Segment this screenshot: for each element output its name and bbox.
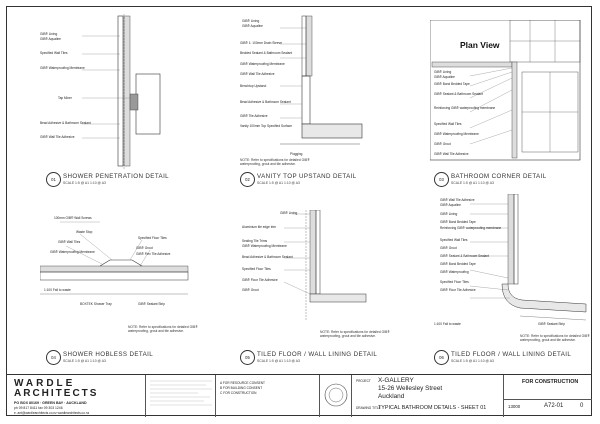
detail-03-label: Specified Wall Tiles xyxy=(434,122,462,126)
detail-04-label: Specified Floor Tiles xyxy=(138,236,167,240)
detail-05-label: Bead Adhesive & Bathroom Sealant xyxy=(242,255,293,259)
detail-05-title: TILED FLOOR / WALL LINING DETAIL xyxy=(257,351,378,358)
detail-01-label: Specified Wall Tiles xyxy=(40,51,68,55)
detail-04-label: GIB® Grout xyxy=(136,246,153,250)
detail-06-label: GIB® Grout xyxy=(440,246,457,250)
detail-05-scale: SCALE 1:5 @ A1 1:10 @ A3 xyxy=(257,359,300,363)
detail-04-drawing xyxy=(40,210,190,320)
detail-04-note: NOTE: Refer to specifications for detailed GIB® waterproofing, grout and tile adhesive. xyxy=(128,325,198,334)
detail-03-label: GIB® Grout xyxy=(434,142,451,146)
drawing-title-label: DRAWING TITLE xyxy=(356,406,381,410)
notes-lines xyxy=(146,375,216,417)
detail-03-label: GIB® Lining xyxy=(434,70,452,74)
detail-01-label: Tap Mixer xyxy=(58,96,72,100)
detail-04-label: GIB® Flex Tile Adhesive xyxy=(136,252,171,256)
detail-06-label: Specified Floor Tiles xyxy=(440,280,469,284)
detail-02-label: Benchtop Upstand xyxy=(240,84,267,88)
firm-name-line2: ARCHITECTS xyxy=(14,388,99,399)
detail-06-label: GIB® Floor Tile Adhesive xyxy=(440,288,476,292)
revisions-cell xyxy=(216,375,320,417)
sheet-info-cell xyxy=(504,375,592,417)
detail-04-label: GIB® Wall Tiles xyxy=(58,240,81,244)
detail-01-label: GIB® Aqualine xyxy=(40,37,61,41)
revision-row: C FOR CONSTRUCTION xyxy=(220,391,257,395)
detail-02-plugging-label: Plugging xyxy=(290,152,303,156)
detail-04-label: 1:100 Fall to waste xyxy=(44,288,71,292)
detail-03-label: Reinforcing GIB® waterproofing membrane xyxy=(434,106,496,110)
detail-05-label: Sealing Tile Trims xyxy=(242,239,268,243)
revision-number: 0 xyxy=(580,403,584,409)
detail-02-label: GIB® Lining xyxy=(242,19,260,23)
detail-05-note: NOTE: Refer to specifications for detailed GIB® waterproofing, grout and tile adhesive. xyxy=(320,330,390,339)
detail-02-number: 02 xyxy=(240,172,255,187)
detail-03-number: 03 xyxy=(434,172,449,187)
detail-01-title: SHOWER PENETRATION DETAIL xyxy=(63,173,170,180)
detail-01-label: GIB® Lining xyxy=(40,32,58,36)
detail-06-label: GIB® Bond Bedded Tape xyxy=(440,262,476,266)
detail-06-label: GIB® Lining xyxy=(440,212,458,216)
detail-02-label: Vanity 100mm Top Specified Surface xyxy=(240,124,292,128)
detail-02-title: VANITY TOP UPSTAND DETAIL xyxy=(257,173,357,180)
detail-01-scale: SCALE 1:5 @ A1 1:10 @ A3 xyxy=(63,181,106,185)
detail-03-label: GIB® Bond Bedded Tape xyxy=(434,82,470,86)
plan-view-heading: Plan View xyxy=(460,40,500,50)
detail-05-label: GIB® Lining xyxy=(280,211,298,215)
detail-04-label: GIB® Sealant Strip xyxy=(138,302,165,306)
job-number: 13000 xyxy=(508,404,521,409)
detail-02-label: Bedded Sealant & Bathroom Sealant xyxy=(240,51,293,55)
detail-06-number: 06 xyxy=(434,350,449,365)
detail-04-scale: SCALE 1:5 @ A1 1:10 @ A3 xyxy=(63,359,106,363)
firm-address: PO BOX 80169 · GREEN BAY · AUCKLAND xyxy=(14,401,87,405)
logo-cell xyxy=(320,375,352,417)
stamp-icon xyxy=(320,375,352,417)
firm-name-line1: WARDLE xyxy=(14,378,76,389)
detail-06-label: GIB® Aqualine xyxy=(440,203,461,207)
revision-row: A FOR RESOURCE CONSENT xyxy=(220,381,265,385)
detail-06-scale: SCALE 1:5 @ A1 1:10 @ A3 xyxy=(451,359,494,363)
project-name: X-GALLERY xyxy=(378,377,414,384)
detail-06-label: GIB® Wall Tile Adhesive xyxy=(440,198,475,202)
detail-03-label: GIB® Aqualine xyxy=(434,75,455,79)
detail-05-label: GIB® Grout xyxy=(242,288,259,292)
sheet-number: A72-01 xyxy=(544,403,564,409)
detail-03-scale: SCALE 1:5 @ A1 1:10 @ A3 xyxy=(451,181,494,185)
detail-02-label: GIB® Tile Adhesive xyxy=(240,114,268,118)
status-label: FOR CONSTRUCTION xyxy=(522,379,579,385)
firm-cell xyxy=(6,375,146,417)
detail-03-label: GIB® Wall Tile Adhesive xyxy=(434,152,469,156)
project-city: Auckland xyxy=(378,393,405,400)
firm-emails: e. ant@wardlearchitects.co.nz wardlearchitects.co.nz xyxy=(14,411,90,415)
detail-02 xyxy=(240,14,370,167)
detail-04-label: Waste Stop xyxy=(76,230,93,234)
detail-06-label: GIB® Sealant Strip xyxy=(538,322,565,326)
detail-03-label: GIB® Waterproofing Membrane xyxy=(434,132,479,136)
detail-01-label: GIB® Waterproofing Membrane xyxy=(40,66,85,70)
detail-06-label: 1:100 Fall to waste xyxy=(434,322,461,326)
project-cell xyxy=(352,375,504,417)
detail-06-label: Specified Wall Tiles xyxy=(440,238,468,242)
detail-06-label: GIB® Sealant & Bathroom Sealant xyxy=(440,254,489,258)
detail-05-label: Aluminium tile edge trim xyxy=(242,225,277,229)
detail-05-label: Specified Floor Tiles xyxy=(242,267,271,271)
detail-05 xyxy=(240,210,370,320)
detail-04-label: GIB® Waterproofing Membrane xyxy=(50,250,95,254)
title-block xyxy=(6,374,592,417)
revision-row: B FOR BUILDING CONSENT xyxy=(220,386,263,390)
detail-04-label: 100mm GIB® Wall Screws xyxy=(54,216,92,220)
detail-01 xyxy=(40,14,190,184)
detail-06-label: Reinforcing GIB® waterproofing membrane xyxy=(440,226,502,230)
detail-02-label: GIB® 1: 100mm Drain Sleeve xyxy=(240,41,283,45)
detail-01-label: GIB® Wall Tile Adhesive xyxy=(40,135,75,139)
detail-05-label: GIB® Waterproofing Membrane xyxy=(242,244,287,248)
detail-06-note: NOTE: Refer to specifications for detailed GIB® waterproofing, grout and tile adhesive. xyxy=(520,334,590,343)
detail-05-number: 05 xyxy=(240,350,255,365)
notes-cell xyxy=(146,375,216,417)
detail-06-label: GIB® Waterproofing xyxy=(440,270,469,274)
detail-02-label: GIB® Wall Tile Adhesive xyxy=(240,72,275,76)
detail-02-drawing xyxy=(240,14,370,167)
drawing-title: TYPICAL BATHROOM DETAILS - SHEET 01 xyxy=(378,405,487,411)
detail-02-label: Bead Adhesive & Bathroom Sealant xyxy=(240,100,291,104)
detail-02-label: GIB® Aqualine xyxy=(242,24,263,28)
detail-04-title: SHOWER HOBLESS DETAIL xyxy=(63,351,154,358)
detail-06 xyxy=(430,194,590,334)
detail-02-scale: SCALE 1:5 @ A1 1:10 @ A3 xyxy=(257,181,300,185)
detail-06-title: TILED FLOOR / WALL LINING DETAIL xyxy=(451,351,572,358)
firm-phone: ph 09 817 8411 fax 09 303 1246 xyxy=(14,406,63,410)
detail-03-label: GIB® Sealant & Bathroom Sealant xyxy=(434,92,483,96)
detail-01-number: 01 xyxy=(46,172,61,187)
detail-06-label: GIB® Bond Bedded Tape xyxy=(440,220,476,224)
detail-04 xyxy=(40,210,190,320)
detail-03 xyxy=(430,20,590,170)
detail-04-label: BOXTEK Shower Tray xyxy=(80,302,112,306)
detail-05-label: GIB® Floor Tile Adhesive xyxy=(242,278,278,282)
project-label: PROJECT xyxy=(356,379,371,383)
detail-04-number: 04 xyxy=(46,350,61,365)
detail-01-label: Bead Adhesive & Bathroom Sealant xyxy=(40,121,91,125)
detail-03-title: BATHROOM CORNER DETAIL xyxy=(451,173,547,180)
project-address: 15-26 Wellesley Street xyxy=(378,385,443,392)
detail-02-note: NOTE: Refer to specifications for detailed GIB® waterproofing, grout and tile adhesive. xyxy=(240,158,310,167)
detail-02-label: GIB® Waterproofing Membrane xyxy=(240,62,285,66)
